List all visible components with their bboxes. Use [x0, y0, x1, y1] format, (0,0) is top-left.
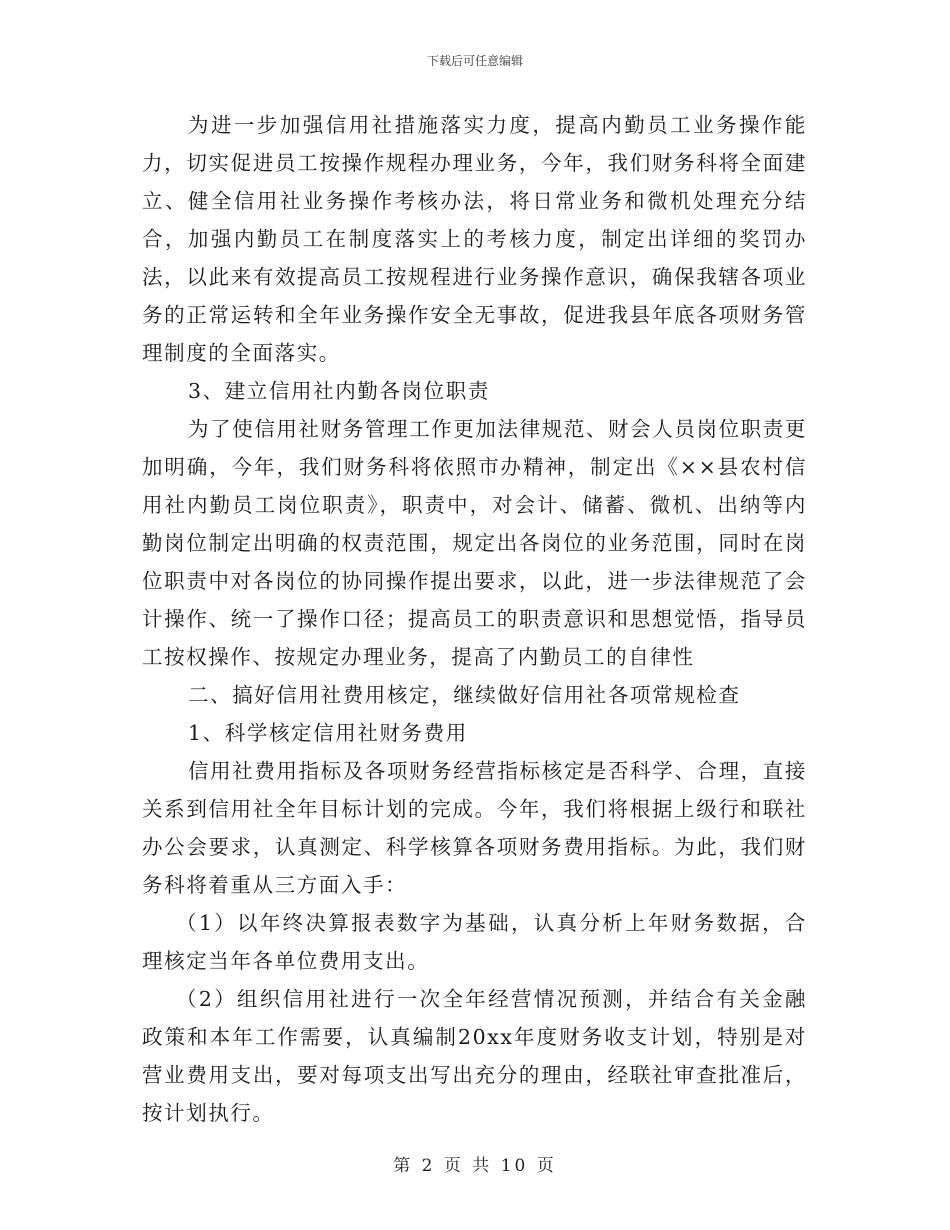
- paragraph-job-duties: 为了使信用社财务管理工作更加法律规范、财会人员岗位职责更加明确，今年，我们财务科将依照市办精神，制定出《××县农村信用社内勤员工岗位职责》，职责中，对会计、储蓄、微机、出纳等内勤岗位制定出明确的权责范围，规定出各岗位的业务范围，同时在岗位职责中对各岗位的协同操作提出要求，以此，进一步法律规范了会计操作、统一了操作口径；提高员工的职责意识和思想觉悟，指导员工按权操作、按规定办理业务，提高了内勤员工的自律性: [142, 417, 807, 669]
- paragraph-assessment-measures: 为进一步加强信用社措施落实力度，提高内勤员工业务操作能力，切实促进员工按操作规程办理业务，今年，我们财务科将全面建立、健全信用社业务操作考核办法，将日常业务和微机处理充分结合，加强内勤员工在制度落实上的考核力度，制定出详细的奖罚办法，以此来有效提高员工按规程进行业务操作意识，确保我辖各项业务的正常运转和全年业务操作安全无事故，促进我县年底各项财务管理制度的全面落实。: [142, 113, 807, 365]
- section-heading-financial-expenses: 1、科学核定信用社财务费用: [188, 721, 468, 745]
- document-body: [142, 106, 807, 1132]
- list-item-2: （2）组织信用社进行一次全年经营情况预测，并结合有关金融政策和本年工作需要，认真编制20xx年度财务收支计划，特别是对营业费用支出，要对每项支出写出充分的理由，经联社审查批准后，按计划执行。: [142, 987, 807, 1125]
- section-heading-cost-verification: 二、搞好信用社费用核定，继续做好信用社各项常规检查: [188, 683, 741, 707]
- paragraph-expense-indicators: 信用社费用指标及各项财务经营指标核定是否科学、合理，直接关系到信用社全年目标计划的完成。今年，我们将根据上级行和联社办公会要求，认真测定、科学核算各项财务费用指标。为此，我们财务科将着重从三方面入手：: [142, 759, 807, 897]
- page-header-note: 下载后可任意编辑: [426, 54, 523, 68]
- section-heading-job-duties: 3、建立信用社内勤各岗位职责: [188, 379, 490, 403]
- page-number-footer: 第 2 页 共 10 页: [393, 1156, 557, 1176]
- list-item-1: （1）以年终决算报表数字为基础，认真分析上年财务数据，合理核定当年各单位费用支出。: [142, 911, 807, 973]
